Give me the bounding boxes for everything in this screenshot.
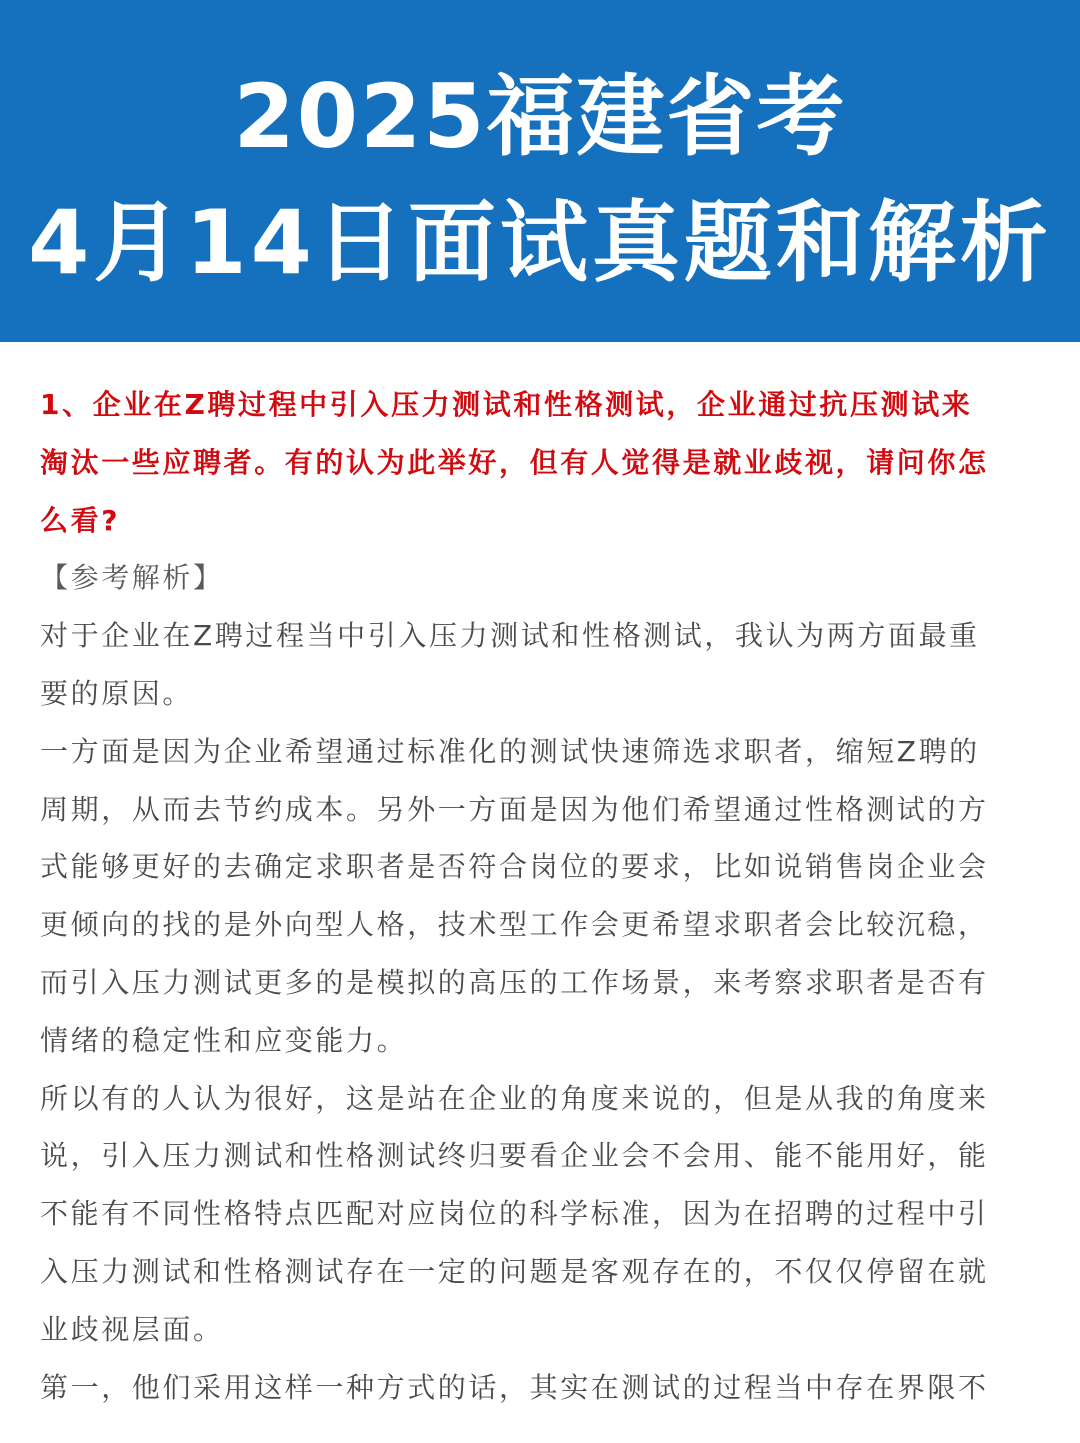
- answer-line: 说，引入压力测试和性格测试终归要看企业会不会用、能不能用好，能: [40, 1139, 989, 1173]
- answer-line: 要的原因。: [40, 676, 194, 710]
- answer-line: 所以有的人认为很好，这是站在企业的角度来说的，但是从我的角度来: [40, 1081, 989, 1115]
- answer-line: 对于企业在Z聘过程当中引入压力测试和性格测试，我认为两方面最重: [40, 619, 980, 653]
- answer-line: 一方面是因为企业希望通过标准化的测试快速筛选求职者，缩短Z聘的: [40, 734, 980, 768]
- answer-line: 周期，从而去节约成本。另外一方面是因为他们希望通过性格测试的方: [40, 792, 989, 826]
- title-banner: [0, 0, 1080, 342]
- answer-line: 式能够更好的去确定求职者是否符合岗位的要求，比如说销售岗企业会: [40, 850, 989, 884]
- question-line: 1、企业在Z聘过程中引入压力测试和性格测试，企业通过抗压测试来: [40, 388, 973, 421]
- answer-line: 第一，他们采用这样一种方式的话，其实在测试的过程当中存在界限不: [40, 1370, 989, 1404]
- answer-line: 情绪的稳定性和应变能力。: [40, 1023, 408, 1057]
- title-line-2: 4月14日面试真题和解析: [28, 191, 1052, 294]
- question-line: 淘汰一些应聘者。有的认为此举好，但有人觉得是就业歧视，请问你怎: [40, 445, 989, 479]
- title-line-1: 2025福建省考: [233, 65, 847, 168]
- answer-line: 业歧视层面。: [40, 1312, 224, 1346]
- answer-line: 入压力测试和性格测试存在一定的问题是客观存在的，不仅仅停留在就: [40, 1254, 989, 1288]
- reference-label: 【参考解析】: [40, 561, 224, 595]
- question-line: 么看?: [40, 503, 121, 537]
- answer-line: 更倾向的找的是外向型人格，技术型工作会更希望求职者会比较沉稳，: [40, 908, 989, 942]
- answer-line: 而引入压力测试更多的是模拟的高压的工作场景，来考察求职者是否有: [40, 965, 989, 999]
- article-body: [40, 376, 1050, 1416]
- answer-line: 不能有不同性格特点匹配对应岗位的科学标准，因为在招聘的过程中引: [40, 1197, 989, 1231]
